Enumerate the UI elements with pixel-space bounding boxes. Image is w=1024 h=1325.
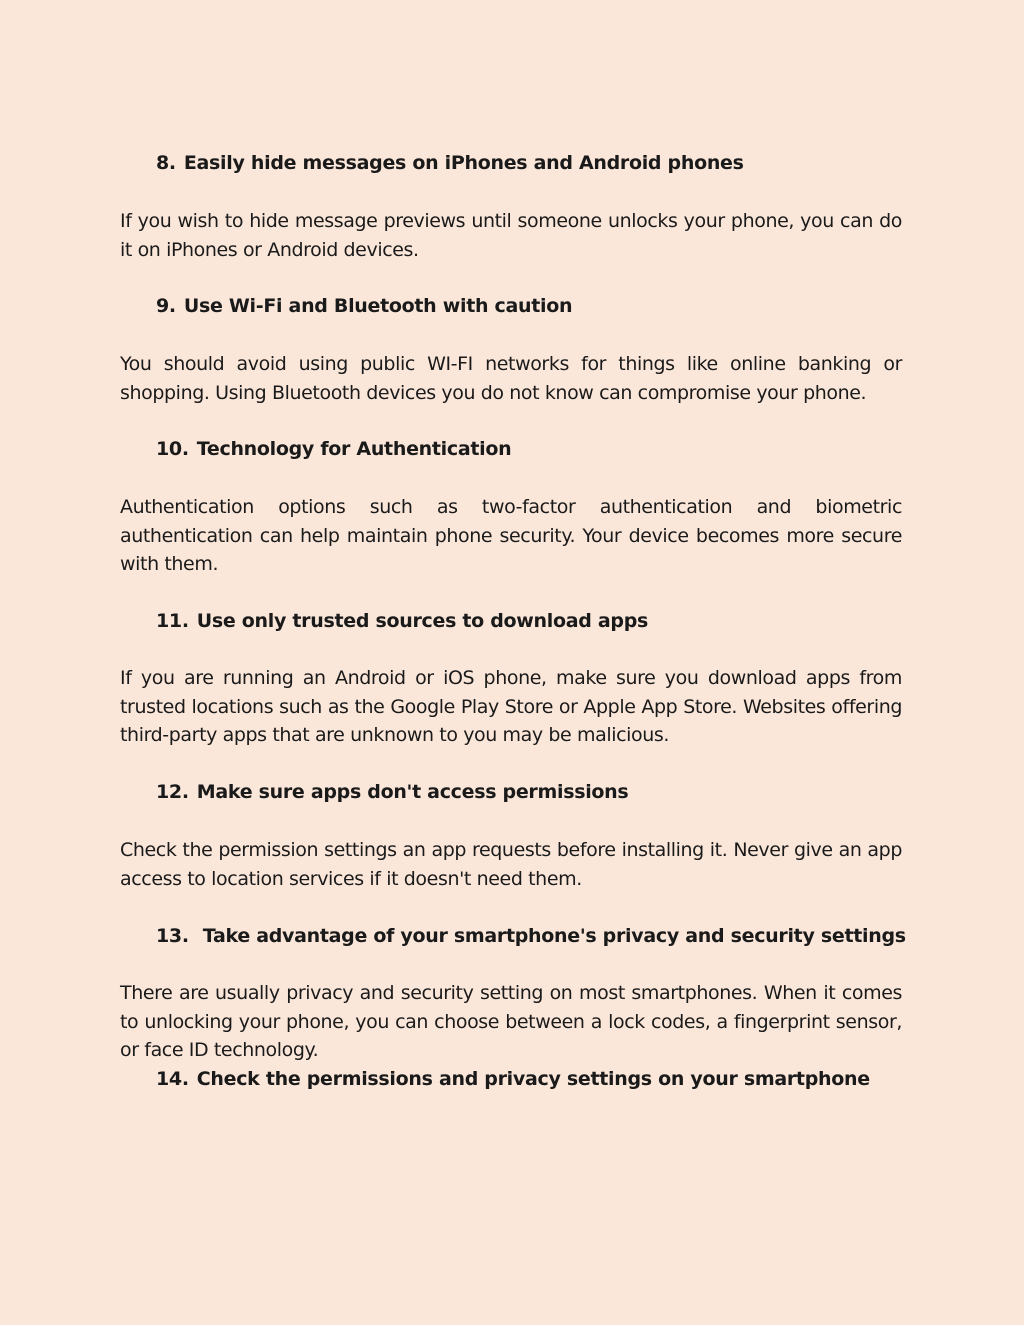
section-heading-12 — [156, 778, 628, 806]
section-title: Make sure apps don't access permissions — [196, 781, 629, 803]
section-body-12: Check the permission settings an app requests before installing it. Never give an app access to location services if it doesn't need them. — [120, 839, 902, 890]
section-body-9: You should avoid using public WI-FI networks for things like online banking or shopping. Using Bluetooth devices you do not know can compromise your phone. — [120, 353, 902, 404]
section-number: 10. — [156, 438, 189, 460]
section-number: 8. — [156, 152, 176, 174]
section-body-10: Authentication options such as two-factor authentication and biometric authentication can help maintain phone security. Your device becomes more secure with them. — [120, 496, 902, 576]
section-title: Easily hide messages on iPhones and Android phones — [183, 152, 744, 174]
section-number: 9. — [156, 295, 176, 317]
section-number: 14. — [156, 1068, 189, 1090]
section-body-8: If you wish to hide message previews until someone unlocks your phone, you can do it on iPhones or Android devices. — [120, 210, 902, 261]
section-title: Use only trusted sources to download apps — [196, 610, 649, 632]
section-title: Take advantage of your smartphone's privacy and security settings — [202, 925, 906, 947]
section-number: 13. — [156, 925, 189, 947]
section-body-13: There are usually privacy and security setting on most smartphones. When it comes to unlocking your phone, you can choose between a lock codes, a fingerprint sensor, or face ID technology. — [120, 982, 902, 1062]
section-heading-14 — [156, 1065, 870, 1093]
section-body-11: If you are running an Android or iOS phone, make sure you download apps from trusted locations such as the Google Play Store or Apple App Store. Websites offering third-party apps that are unknown to you may be malicious. — [120, 667, 902, 747]
section-number: 11. — [156, 610, 189, 632]
section-title: Use Wi-Fi and Bluetooth with caution — [183, 295, 573, 317]
section-heading-10 — [156, 435, 511, 463]
section-heading-13 — [156, 922, 906, 950]
section-number: 12. — [156, 781, 189, 803]
section-heading-9 — [156, 292, 572, 320]
section-title: Check the permissions and privacy settings on your smartphone — [196, 1068, 870, 1090]
section-title: Technology for Authentication — [196, 438, 512, 460]
section-heading-11 — [156, 607, 648, 635]
section-heading-8 — [156, 149, 744, 177]
